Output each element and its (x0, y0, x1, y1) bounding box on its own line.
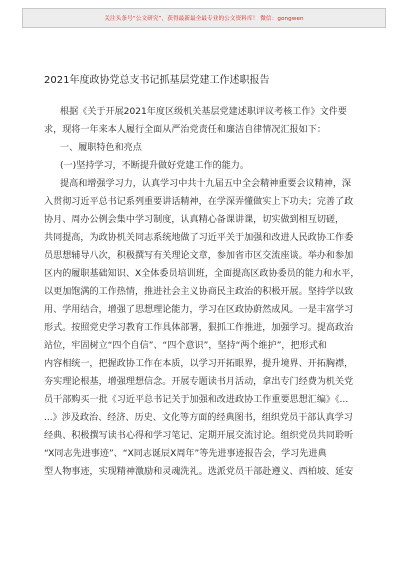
paragraph-line: 协月、周办公例会集中学习制度，认真精心备课讲课，切实做到相互切磋， (44, 215, 345, 225)
paragraph-line: 经典、积极撰写读书心得和学习笔记、定期开展交流讨论。组织党员共同聆听 (44, 431, 354, 441)
promo-banner[interactable] (22, 8, 386, 28)
paragraph-line: 员思想辅导八次，积极撰写有关理论文章，参加省市区交流座谈。举办和参加 (44, 251, 354, 261)
paragraph-line: 形式。按照党史学习教育工作具体部署，狠抓工作推进，加强学习。提高政治 (44, 323, 354, 333)
paragraph-line: 站位，牢固树立“四个自信”、“四个意识”，坚持“两个维护”，把形式和 (44, 341, 327, 351)
paragraph-line: ...》涉及政治、经济、历史、文化等方面的经典图书，组织党员干部认真学习 (44, 413, 353, 423)
paragraph-line: 员干部购买一批《习近平总书记关于加强和改进政协工作重要思想汇编》《... (44, 395, 349, 405)
subsection-heading: (一)坚持学习，不断提升做好党建工作的能力。 (60, 161, 249, 171)
section-heading: 一、履职特色和亮点 (60, 143, 142, 153)
document-title: 2021年度政协党总支书记抓基层党建工作述职报告 (44, 75, 270, 86)
paragraph-line: 区内的履职基础知识、X全体委员培训班，全面提高区政协委员的能力和水平， (44, 269, 360, 279)
paragraph-line: 根据《关于开展2021年度区级机关基层党建述职评议考核工作》文件要 (60, 107, 347, 117)
paragraph-line: 用、学用结合，增强了思想理论能力，学习在区政协蔚然成风。一是丰富学习 (44, 305, 354, 315)
paragraph-line: 共同提高，为政协机关同志系统地做了习近平关于加强和改进人民政协工作委 (44, 233, 354, 243)
paragraph-line: 入贯彻习近平总书记系列重要讲话精神，在学深弄懂做实上下功夫；完善了政 (44, 197, 354, 207)
paragraph-line: 内容相统一，把握政协工作在本质，以学习开拓眼界，提升境界、开拓胸襟， (44, 359, 354, 369)
promo-banner-text: 关注头条号“公文研究”，获得最新最全最专业的公文资料库！ 微信：gongwen (104, 16, 304, 22)
paragraph-line: 夯实理论根基，增强理想信念。开展专题读书月活动，拿出专门经费为机关党 (44, 377, 354, 387)
paragraph-line: 型人物事迹，实现精神激励和灵魂洗礼。选派党员干部赴遵义、西柏坡、延安 (44, 467, 354, 477)
paragraph-line: 求，现将一年来本人履行全面从严治党责任和廉洁自律情况汇报如下： (44, 125, 326, 135)
paragraph-line: 以更加饱满的工作热情，推进社会主义协商民主政治的积极开展。坚持学以致 (44, 287, 354, 297)
paragraph-line: 提高和增强学习力，认真学习中共十九届五中全会精神重要会议精神，深 (60, 179, 352, 189)
paragraph-line: “X同志先进事迹”、“X同志诞辰X周年”等先进事迹报告会，学习先进典 (44, 449, 327, 459)
